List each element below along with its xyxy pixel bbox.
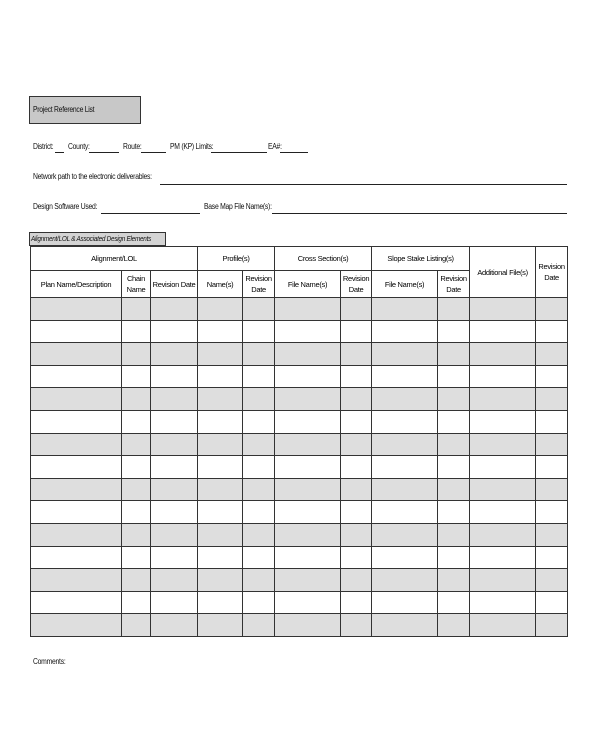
table-row: [31, 320, 568, 343]
table-cell[interactable]: [122, 410, 151, 433]
header-cross-sections: Cross Section(s): [275, 247, 372, 271]
table-cell[interactable]: [536, 365, 568, 388]
table-cell[interactable]: [372, 320, 438, 343]
table-cell[interactable]: [122, 320, 151, 343]
table-cell[interactable]: [198, 433, 243, 456]
table-cell[interactable]: [151, 523, 198, 546]
table-cell[interactable]: [198, 501, 243, 524]
software-label: Design Software Used:: [33, 202, 98, 211]
table-cell[interactable]: [275, 501, 341, 524]
table-row: [31, 365, 568, 388]
table-row: [31, 433, 568, 456]
district-field[interactable]: [55, 152, 64, 153]
table-cell[interactable]: [341, 614, 372, 637]
subheader: Revision Date: [151, 271, 198, 298]
table-cell[interactable]: [470, 614, 536, 637]
table-cell[interactable]: [536, 523, 568, 546]
table-cell[interactable]: [243, 569, 275, 592]
table-cell[interactable]: [122, 433, 151, 456]
subheader: File Name(s): [275, 271, 341, 298]
table-cell[interactable]: [275, 343, 341, 366]
table-cell[interactable]: [470, 343, 536, 366]
table-cell[interactable]: [243, 388, 275, 411]
table-row: [31, 478, 568, 501]
subheader: Revision Date: [438, 271, 470, 298]
table-cell[interactable]: [438, 410, 470, 433]
table-cell[interactable]: [151, 591, 198, 614]
table-cell[interactable]: [470, 410, 536, 433]
table-row: [31, 614, 568, 637]
route-label: Route:: [123, 142, 142, 151]
comments-label: Comments:: [33, 657, 66, 666]
table-cell[interactable]: [31, 456, 122, 479]
table-cell[interactable]: [372, 388, 438, 411]
table-cell[interactable]: [438, 433, 470, 456]
table-cell[interactable]: [372, 343, 438, 366]
table-row: [31, 298, 568, 321]
table-row: [31, 569, 568, 592]
table-cell[interactable]: [31, 433, 122, 456]
table-cell[interactable]: [243, 433, 275, 456]
table-cell[interactable]: [31, 591, 122, 614]
table-cell[interactable]: [275, 433, 341, 456]
table-cell[interactable]: [341, 546, 372, 569]
table-cell[interactable]: [31, 320, 122, 343]
table-cell[interactable]: [536, 569, 568, 592]
table-row: [31, 388, 568, 411]
table-cell[interactable]: [275, 298, 341, 321]
table-cell[interactable]: [198, 614, 243, 637]
table-cell[interactable]: [151, 388, 198, 411]
table-cell[interactable]: [275, 456, 341, 479]
table-cell[interactable]: [198, 365, 243, 388]
table-cell[interactable]: [470, 456, 536, 479]
table-cell[interactable]: [122, 298, 151, 321]
table-cell[interactable]: [275, 614, 341, 637]
table-cell[interactable]: [122, 478, 151, 501]
table-cell[interactable]: [438, 388, 470, 411]
table-cell[interactable]: [151, 456, 198, 479]
table-cell[interactable]: [275, 569, 341, 592]
table-cell[interactable]: [341, 433, 372, 456]
table-cell[interactable]: [536, 410, 568, 433]
table-cell[interactable]: [151, 365, 198, 388]
table-row: [31, 501, 568, 524]
header-profiles: Profile(s): [198, 247, 275, 271]
ea-label: EA#:: [268, 142, 282, 151]
table-cell[interactable]: [341, 569, 372, 592]
table-cell[interactable]: [470, 523, 536, 546]
table-cell[interactable]: [122, 343, 151, 366]
table-cell[interactable]: [198, 298, 243, 321]
table-cell[interactable]: [31, 614, 122, 637]
table-cell[interactable]: [243, 343, 275, 366]
table-cell[interactable]: [122, 546, 151, 569]
table-cell[interactable]: [341, 320, 372, 343]
table-cell[interactable]: [243, 523, 275, 546]
table-cell[interactable]: [198, 410, 243, 433]
table-cell[interactable]: [536, 298, 568, 321]
table-cell[interactable]: [243, 614, 275, 637]
table-cell[interactable]: [536, 456, 568, 479]
table-cell[interactable]: [536, 546, 568, 569]
table-cell[interactable]: [438, 320, 470, 343]
table-cell[interactable]: [536, 591, 568, 614]
table-cell[interactable]: [438, 478, 470, 501]
table-cell[interactable]: [243, 478, 275, 501]
table-cell[interactable]: [536, 388, 568, 411]
table-cell[interactable]: [372, 410, 438, 433]
table-cell[interactable]: [31, 546, 122, 569]
table-cell[interactable]: [243, 591, 275, 614]
table-cell[interactable]: [151, 478, 198, 501]
table-cell[interactable]: [151, 410, 198, 433]
table-cell[interactable]: [31, 343, 122, 366]
table-cell[interactable]: [470, 501, 536, 524]
table-cell[interactable]: [198, 343, 243, 366]
table-cell[interactable]: [122, 456, 151, 479]
table-cell[interactable]: [122, 614, 151, 637]
table-cell[interactable]: [122, 365, 151, 388]
table-cell[interactable]: [438, 591, 470, 614]
header-revision-date: Revision Date: [536, 247, 568, 298]
table-cell[interactable]: [198, 478, 243, 501]
header-alignment: Alignment/LOL: [31, 247, 198, 271]
table-cell[interactable]: [151, 614, 198, 637]
table-cell[interactable]: [151, 343, 198, 366]
table-cell[interactable]: [438, 343, 470, 366]
table-cell[interactable]: [198, 523, 243, 546]
table-cell[interactable]: [31, 410, 122, 433]
table-cell[interactable]: [341, 456, 372, 479]
table-cell[interactable]: [536, 320, 568, 343]
table-cell[interactable]: [470, 569, 536, 592]
table-row: [31, 410, 568, 433]
table-cell[interactable]: [31, 298, 122, 321]
table-cell[interactable]: [151, 546, 198, 569]
table-cell[interactable]: [198, 546, 243, 569]
table-cell[interactable]: [275, 478, 341, 501]
table-cell[interactable]: [243, 410, 275, 433]
subheader: Revision Date: [341, 271, 372, 298]
table-cell[interactable]: [122, 523, 151, 546]
table-cell[interactable]: [438, 614, 470, 637]
table-cell[interactable]: [122, 388, 151, 411]
table-cell[interactable]: [198, 569, 243, 592]
table-cell[interactable]: [275, 546, 341, 569]
subheader: Plan Name/Description: [31, 271, 122, 298]
table-cell[interactable]: [536, 478, 568, 501]
table-cell[interactable]: [243, 298, 275, 321]
table-cell[interactable]: [470, 433, 536, 456]
table-cell[interactable]: [31, 388, 122, 411]
reference-table: [30, 246, 568, 637]
table-cell[interactable]: [151, 298, 198, 321]
table-cell[interactable]: [243, 501, 275, 524]
table-cell[interactable]: [198, 320, 243, 343]
table-cell[interactable]: [122, 591, 151, 614]
network-path-field[interactable]: [160, 184, 567, 185]
table-cell[interactable]: [470, 546, 536, 569]
table-cell[interactable]: [341, 343, 372, 366]
table-cell[interactable]: [438, 569, 470, 592]
table-cell[interactable]: [243, 546, 275, 569]
table-cell[interactable]: [470, 591, 536, 614]
table-row: [31, 456, 568, 479]
table-cell[interactable]: [31, 501, 122, 524]
table-cell[interactable]: [275, 523, 341, 546]
table-cell[interactable]: [151, 433, 198, 456]
software-field[interactable]: [101, 213, 200, 214]
section-title: Alignment/LOL & Associated Design Elements: [31, 234, 152, 243]
table-cell[interactable]: [438, 365, 470, 388]
county-field[interactable]: [89, 152, 119, 153]
subheader: Revision Date: [243, 271, 275, 298]
table-cell[interactable]: [151, 320, 198, 343]
table-cell[interactable]: [341, 410, 372, 433]
table-cell[interactable]: [536, 433, 568, 456]
table-row: [31, 591, 568, 614]
table-cell[interactable]: [243, 320, 275, 343]
pm-limits-field[interactable]: [211, 152, 267, 153]
table-cell[interactable]: [372, 569, 438, 592]
table-cell[interactable]: [243, 456, 275, 479]
table-row: [31, 523, 568, 546]
table-cell[interactable]: [470, 365, 536, 388]
table-cell[interactable]: [372, 433, 438, 456]
table-cell[interactable]: [198, 591, 243, 614]
table-cell[interactable]: [275, 410, 341, 433]
table-cell[interactable]: [372, 523, 438, 546]
table-cell[interactable]: [122, 501, 151, 524]
table-cell[interactable]: [31, 478, 122, 501]
table-cell[interactable]: [341, 591, 372, 614]
table-cell[interactable]: [122, 569, 151, 592]
table-cell[interactable]: [341, 388, 372, 411]
table-cell[interactable]: [372, 591, 438, 614]
table-cell[interactable]: [198, 456, 243, 479]
table-cell[interactable]: [438, 501, 470, 524]
subheader: File Name(s): [372, 271, 438, 298]
table-cell[interactable]: [372, 546, 438, 569]
table-cell[interactable]: [536, 614, 568, 637]
table-cell[interactable]: [372, 298, 438, 321]
base-map-field[interactable]: [272, 213, 567, 214]
table-cell[interactable]: [438, 298, 470, 321]
table-cell[interactable]: [470, 388, 536, 411]
table-cell[interactable]: [243, 365, 275, 388]
table-cell[interactable]: [470, 478, 536, 501]
table-cell[interactable]: [275, 591, 341, 614]
table-cell[interactable]: [372, 478, 438, 501]
table-cell[interactable]: [198, 388, 243, 411]
district-label: District:: [33, 142, 54, 151]
page-title: Project Reference List: [33, 105, 95, 114]
ea-field[interactable]: [280, 152, 308, 153]
table-cell[interactable]: [341, 523, 372, 546]
table-cell[interactable]: [372, 614, 438, 637]
table-cell[interactable]: [470, 320, 536, 343]
table-cell[interactable]: [536, 501, 568, 524]
table-cell[interactable]: [341, 365, 372, 388]
table-cell[interactable]: [438, 523, 470, 546]
table-cell[interactable]: [438, 456, 470, 479]
route-field[interactable]: [141, 152, 166, 153]
county-label: County:: [68, 142, 90, 151]
table-cell[interactable]: [470, 298, 536, 321]
table-cell[interactable]: [31, 523, 122, 546]
table-cell[interactable]: [341, 478, 372, 501]
table-cell[interactable]: [151, 569, 198, 592]
network-path-label: Network path to the electronic deliverables:: [33, 172, 152, 181]
table-cell[interactable]: [341, 501, 372, 524]
table-cell[interactable]: [275, 365, 341, 388]
table-cell[interactable]: [372, 365, 438, 388]
table-cell[interactable]: [275, 320, 341, 343]
pm-limits-label: PM (KP) Limits:: [170, 142, 214, 151]
table-row: [31, 546, 568, 569]
table-cell[interactable]: [341, 298, 372, 321]
header-slope-stake: Slope Stake Listing(s): [372, 247, 470, 271]
table-cell[interactable]: [372, 456, 438, 479]
table-cell[interactable]: [438, 546, 470, 569]
header-additional-files: Additional File(s): [470, 247, 536, 298]
subheader: Name(s): [198, 271, 243, 298]
table-cell[interactable]: [31, 569, 122, 592]
subheader: Chain Name: [122, 271, 151, 298]
table-cell[interactable]: [151, 501, 198, 524]
table-cell[interactable]: [536, 343, 568, 366]
table-cell[interactable]: [275, 388, 341, 411]
table-cell[interactable]: [372, 501, 438, 524]
table-row: [31, 343, 568, 366]
table-cell[interactable]: [31, 365, 122, 388]
base-map-label: Base Map File Name(s):: [204, 202, 272, 211]
